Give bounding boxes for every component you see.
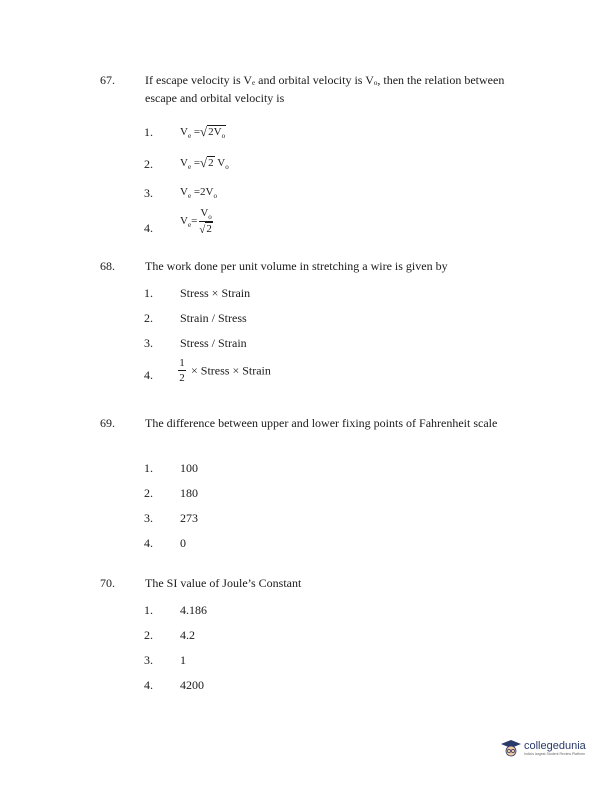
option-text: 0 xyxy=(180,536,186,550)
option-number: 3. xyxy=(144,653,153,667)
option-formula: $V_e =√2V_o$ xyxy=(180,124,226,140)
question-text: The work done per unit volume in stretching a wire is given by xyxy=(145,259,448,273)
option-number: 4. xyxy=(144,536,153,550)
question-number: 67. xyxy=(100,73,115,87)
brand-logo xyxy=(500,738,610,758)
option-text: 1 xyxy=(180,653,186,667)
option-number: 4. xyxy=(144,221,153,235)
option-text: 273 xyxy=(180,511,198,525)
question-number: 69. xyxy=(100,416,115,430)
option-number: 1. xyxy=(144,603,153,617)
question-text: The difference between upper and lower fixing points of Fahrenheit scale xyxy=(145,416,498,430)
option-number: 3. xyxy=(144,511,153,525)
option-formula: $V_e=$ $\frac{V_o}{√2}$ xyxy=(180,207,212,236)
option-number: 1. xyxy=(144,286,153,300)
option-text: $\frac{1}{2}$ × Stress × Strain xyxy=(179,357,271,384)
question-text: If escape velocity is Vₑ and orbital velocity is Vₒ, then the relation between escape and orbital velocity is xyxy=(145,73,505,105)
option-formula: $V_e =2V_o$ xyxy=(180,186,217,200)
question-text: The SI value of Joule’s Constant xyxy=(145,576,302,590)
option-number: 2. xyxy=(144,157,153,171)
question-number: 70. xyxy=(100,576,115,590)
option-number: 2. xyxy=(144,311,153,325)
brand-name: collegedunia xyxy=(524,739,586,752)
graduate-mascot-icon xyxy=(500,738,522,758)
option-number: 3. xyxy=(144,336,153,350)
question-number: 68. xyxy=(100,259,115,273)
option-number: 1. xyxy=(144,461,153,475)
option-number: 2. xyxy=(144,628,153,642)
option-text: 4.2 xyxy=(180,628,195,642)
option-text: 4200 xyxy=(180,678,204,692)
option-number: 1. xyxy=(144,125,153,139)
option-text: 180 xyxy=(180,486,198,500)
option-text: Strain / Stress xyxy=(180,311,247,325)
option-text: 4.186 xyxy=(180,603,207,617)
option-text: Stress / Strain xyxy=(180,336,247,350)
brand-tagline: India's largest Student Review Platform xyxy=(524,751,585,756)
option-number: 4. xyxy=(144,678,153,692)
option-text: Stress × Strain xyxy=(180,286,251,300)
option-number: 3. xyxy=(144,186,153,200)
option-formula: $V_e =√2$ $V_o$ xyxy=(180,155,229,171)
option-number: 2. xyxy=(144,486,153,500)
option-number: 4. xyxy=(144,368,153,382)
option-text: 100 xyxy=(180,461,198,475)
